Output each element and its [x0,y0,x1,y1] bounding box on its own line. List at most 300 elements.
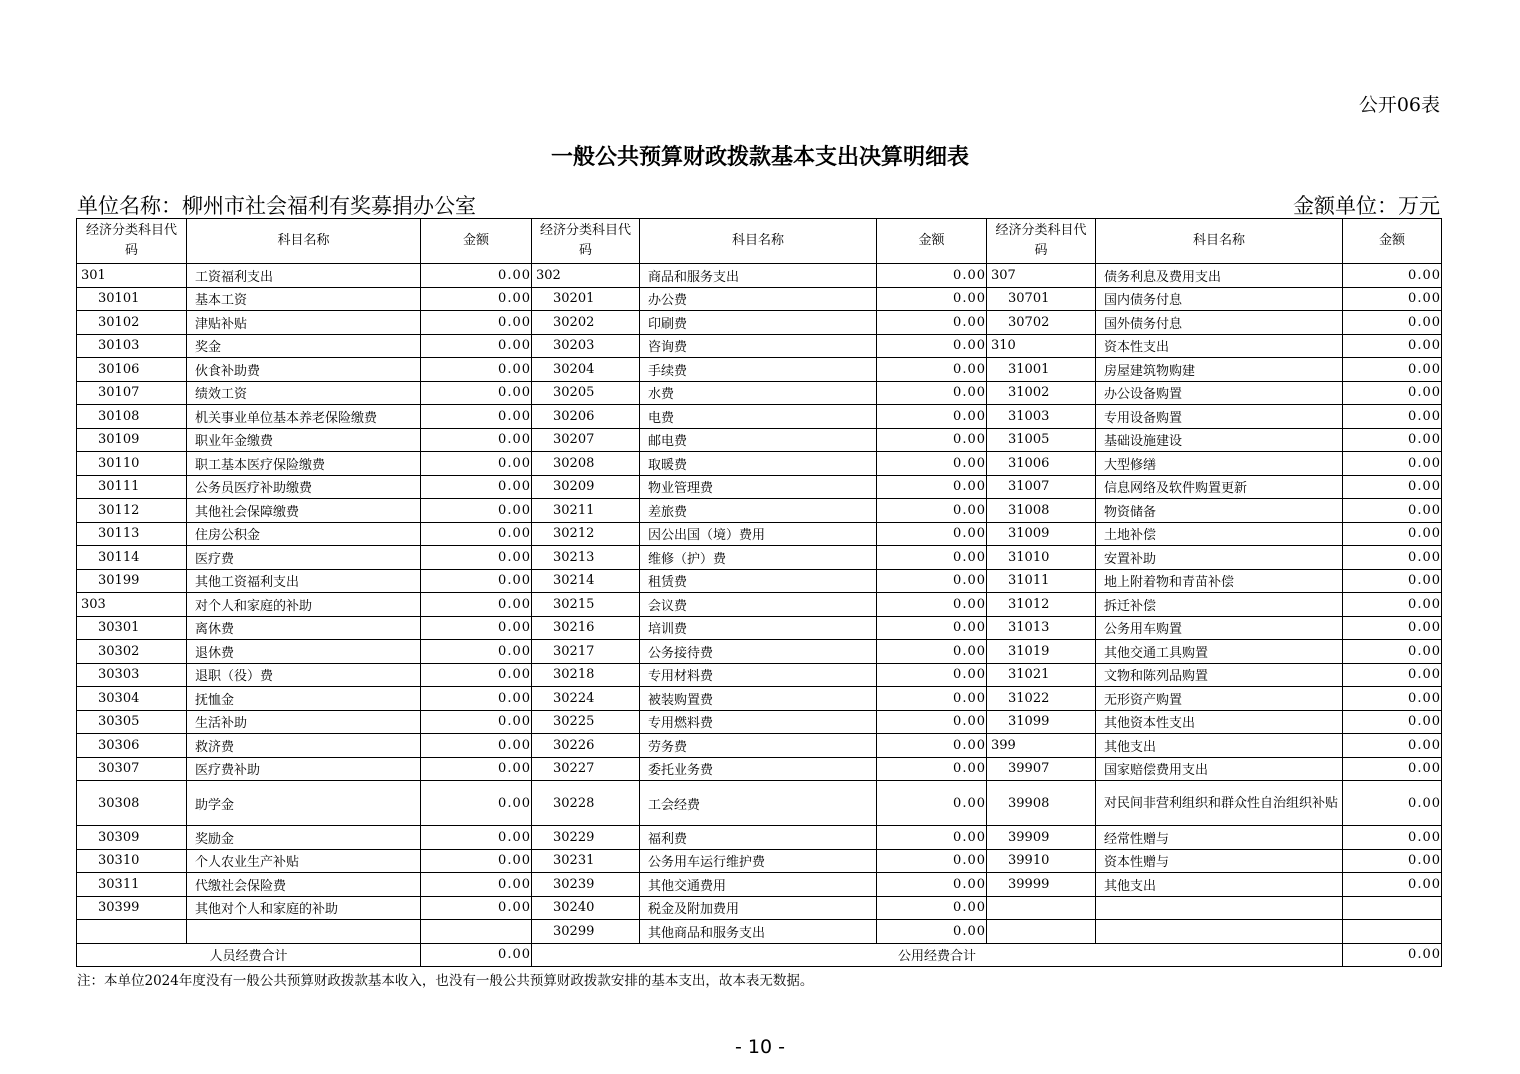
name-cell: 办公费 [640,287,877,311]
name-cell: 水费 [640,381,877,405]
table-row [77,781,1442,826]
name-cell: 商品和服务支出 [640,264,877,288]
name-cell: 专用材料费 [640,663,877,687]
name-cell: 对个人和家庭的补助 [187,593,421,617]
table-row [77,264,1442,288]
public-total-amount: 0.00 [1343,943,1442,967]
name-cell [1096,920,1343,944]
name-cell: 生活补助 [187,710,421,734]
table-row [77,358,1442,382]
name-cell: 税金及附加费用 [640,896,877,920]
code-cell: 30217 [532,640,640,664]
code-cell: 30309 [77,826,187,850]
name-cell: 其他支出 [1096,734,1343,758]
header-code: 经济分类科目代码 [987,219,1096,264]
amount-cell [1343,920,1442,944]
amount-cell: 0.00 [877,896,987,920]
table-row [77,734,1442,758]
amount-cell: 0.00 [421,452,532,476]
amount-cell: 0.00 [421,826,532,850]
name-cell: 地上附着物和青苗补偿 [1096,569,1343,593]
code-cell: 31002 [987,381,1096,405]
amount-cell: 0.00 [877,593,987,617]
code-cell: 30239 [532,873,640,897]
code-cell: 30109 [77,428,187,452]
amount-cell: 0.00 [877,287,987,311]
code-cell: 31010 [987,546,1096,570]
code-cell: 30205 [532,381,640,405]
name-cell: 公务用车运行维护费 [640,849,877,873]
name-cell: 医疗费补助 [187,757,421,781]
name-cell: 经常性赠与 [1096,826,1343,850]
code-cell: 31003 [987,405,1096,429]
code-cell: 39907 [987,757,1096,781]
amount-cell: 0.00 [1343,522,1442,546]
code-cell: 30107 [77,381,187,405]
amount-cell: 0.00 [421,428,532,452]
name-cell: 委托业务费 [640,757,877,781]
amount-cell: 0.00 [1343,334,1442,358]
name-cell: 绩效工资 [187,381,421,405]
name-cell: 文物和陈列品购置 [1096,663,1343,687]
amount-cell: 0.00 [877,757,987,781]
amount-cell: 0.00 [877,358,987,382]
table-row [77,334,1442,358]
name-cell: 其他支出 [1096,873,1343,897]
amount-cell: 0.00 [421,569,532,593]
table-row [77,687,1442,711]
amount-cell: 0.00 [1343,663,1442,687]
amount-cell: 0.00 [877,781,987,826]
amount-unit: 金额单位：万元 [1293,194,1440,218]
amount-cell: 0.00 [1343,569,1442,593]
name-cell: 邮电费 [640,428,877,452]
code-cell: 30701 [987,287,1096,311]
code-cell [987,896,1096,920]
code-cell: 30303 [77,663,187,687]
amount-cell: 0.00 [877,334,987,358]
amount-cell: 0.00 [877,873,987,897]
code-cell: 30311 [77,873,187,897]
table-row [77,287,1442,311]
unit-name: 单位名称：柳州市社会福利有奖募捐办公室 [77,194,476,218]
header-code: 经济分类科目代码 [77,219,187,264]
code-cell: 30103 [77,334,187,358]
name-cell: 代缴社会保险费 [187,873,421,897]
code-cell: 31011 [987,569,1096,593]
name-cell: 工会经费 [640,781,877,826]
amount-cell: 0.00 [877,475,987,499]
table-row [77,849,1442,873]
amount-cell: 0.00 [421,593,532,617]
code-cell: 30310 [77,849,187,873]
code-cell: 30226 [532,734,640,758]
code-cell: 303 [77,593,187,617]
name-cell: 物资储备 [1096,499,1343,523]
name-cell: 住房公积金 [187,522,421,546]
code-cell: 30108 [77,405,187,429]
amount-cell: 0.00 [421,781,532,826]
name-cell: 专用设备购置 [1096,405,1343,429]
name-cell: 因公出国（境）费用 [640,522,877,546]
name-cell: 手续费 [640,358,877,382]
code-cell: 307 [987,264,1096,288]
code-cell: 399 [987,734,1096,758]
code-cell: 30114 [77,546,187,570]
code-cell: 30209 [532,475,640,499]
name-cell: 拆迁补偿 [1096,593,1343,617]
amount-cell: 0.00 [421,546,532,570]
name-cell: 信息网络及软件购置更新 [1096,475,1343,499]
name-cell: 医疗费 [187,546,421,570]
amount-cell: 0.00 [1343,358,1442,382]
table-row [77,569,1442,593]
name-cell: 个人农业生产补贴 [187,849,421,873]
code-cell: 30231 [532,849,640,873]
amount-cell: 0.00 [877,849,987,873]
name-cell: 津贴补贴 [187,311,421,335]
table-row [77,640,1442,664]
header-code: 经济分类科目代码 [532,219,640,264]
amount-cell: 0.00 [421,849,532,873]
name-cell: 其他交通费用 [640,873,877,897]
name-cell: 资本性支出 [1096,334,1343,358]
amount-cell [1343,896,1442,920]
amount-cell: 0.00 [1343,781,1442,826]
name-cell: 印刷费 [640,311,877,335]
code-cell: 30111 [77,475,187,499]
name-cell: 公务员医疗补助缴费 [187,475,421,499]
name-cell: 会议费 [640,593,877,617]
amount-cell: 0.00 [1343,311,1442,335]
name-cell: 国外债务付息 [1096,311,1343,335]
code-cell: 30304 [77,687,187,711]
public-total-label: 公用经费合计 [532,943,1343,967]
amount-cell: 0.00 [421,264,532,288]
code-cell: 30208 [532,452,640,476]
amount-cell: 0.00 [877,264,987,288]
code-cell: 30203 [532,334,640,358]
amount-cell: 0.00 [877,663,987,687]
name-cell: 对民间非营利组织和群众性自治组织补贴 [1096,781,1343,826]
name-cell: 助学金 [187,781,421,826]
code-cell: 30110 [77,452,187,476]
header-name: 科目名称 [1096,219,1343,264]
code-cell: 31022 [987,687,1096,711]
page-number: - 10 - [735,1036,785,1058]
name-cell: 大型修缮 [1096,452,1343,476]
code-cell: 30101 [77,287,187,311]
code-cell: 30306 [77,734,187,758]
amount-cell: 0.00 [421,405,532,429]
code-cell: 30213 [532,546,640,570]
code-cell: 31007 [987,475,1096,499]
amount-cell: 0.00 [1343,616,1442,640]
name-cell: 工资福利支出 [187,264,421,288]
table-row [77,710,1442,734]
amount-cell: 0.00 [1343,849,1442,873]
table-row [77,405,1442,429]
amount-cell: 0.00 [1343,428,1442,452]
code-cell: 302 [532,264,640,288]
name-cell: 培训费 [640,616,877,640]
name-cell: 差旅费 [640,499,877,523]
amount-cell: 0.00 [421,499,532,523]
header-amount: 金额 [421,219,532,264]
form-id: 公开06表 [1358,94,1440,116]
code-cell: 310 [987,334,1096,358]
code-cell: 30211 [532,499,640,523]
code-cell: 30301 [77,616,187,640]
amount-cell: 0.00 [877,499,987,523]
name-cell: 基本工资 [187,287,421,311]
amount-cell: 0.00 [877,826,987,850]
amount-cell: 0.00 [877,381,987,405]
name-cell: 其他工资福利支出 [187,569,421,593]
table-row [77,873,1442,897]
code-cell: 30214 [532,569,640,593]
header-amount: 金额 [1343,219,1442,264]
code-cell: 30212 [532,522,640,546]
name-cell: 公务接待费 [640,640,877,664]
code-cell: 301 [77,264,187,288]
name-cell: 抚恤金 [187,687,421,711]
amount-cell: 0.00 [421,334,532,358]
code-cell: 30204 [532,358,640,382]
table-row [77,381,1442,405]
code-cell: 30240 [532,896,640,920]
code-cell: 31008 [987,499,1096,523]
code-cell: 31001 [987,358,1096,382]
code-cell: 30218 [532,663,640,687]
amount-cell: 0.00 [877,311,987,335]
amount-cell: 0.00 [1343,873,1442,897]
amount-cell: 0.00 [1343,757,1442,781]
code-cell: 31013 [987,616,1096,640]
table-row [77,475,1442,499]
header-row [77,219,1442,264]
name-cell: 其他社会保障缴费 [187,499,421,523]
header-name: 科目名称 [640,219,877,264]
amount-cell: 0.00 [877,616,987,640]
name-cell: 其他资本性支出 [1096,710,1343,734]
table-row [77,920,1442,944]
code-cell: 30305 [77,710,187,734]
table-row [77,499,1442,523]
name-cell: 物业管理费 [640,475,877,499]
code-cell: 30199 [77,569,187,593]
personnel-total-amount: 0.00 [421,943,532,967]
code-cell: 30102 [77,311,187,335]
amount-cell: 0.00 [877,687,987,711]
amount-cell: 0.00 [421,616,532,640]
name-cell: 债务利息及费用支出 [1096,264,1343,288]
name-cell: 福利费 [640,826,877,850]
name-cell: 土地补偿 [1096,522,1343,546]
amount-cell: 0.00 [421,663,532,687]
amount-cell: 0.00 [1343,452,1442,476]
amount-cell: 0.00 [877,710,987,734]
amount-cell: 0.00 [421,311,532,335]
code-cell: 30206 [532,405,640,429]
amount-cell: 0.00 [1343,546,1442,570]
code-cell [987,920,1096,944]
code-cell: 30224 [532,687,640,711]
code-cell: 31005 [987,428,1096,452]
amount-cell: 0.00 [421,710,532,734]
amount-cell [421,920,532,944]
table-row [77,311,1442,335]
header-amount: 金额 [877,219,987,264]
name-cell: 电费 [640,405,877,429]
amount-cell: 0.00 [421,287,532,311]
amount-cell: 0.00 [1343,687,1442,711]
amount-cell: 0.00 [1343,264,1442,288]
amount-cell: 0.00 [877,569,987,593]
table-row [77,593,1442,617]
code-cell: 30225 [532,710,640,734]
amount-cell: 0.00 [421,896,532,920]
name-cell: 咨询费 [640,334,877,358]
amount-cell: 0.00 [1343,734,1442,758]
amount-cell: 0.00 [877,546,987,570]
code-cell [77,920,187,944]
code-cell: 30207 [532,428,640,452]
header-name: 科目名称 [187,219,421,264]
code-cell: 30113 [77,522,187,546]
amount-cell: 0.00 [1343,287,1442,311]
name-cell: 奖励金 [187,826,421,850]
name-cell: 奖金 [187,334,421,358]
code-cell: 30299 [532,920,640,944]
amount-cell: 0.00 [877,452,987,476]
code-cell: 30302 [77,640,187,664]
name-cell: 伙食补助费 [187,358,421,382]
footnote: 注：本单位2024年度没有一般公共预算财政拨款基本收入，也没有一般公共预算财政拨款安排的基本支出，故本表无数据。 [77,973,814,989]
code-cell: 30106 [77,358,187,382]
amount-cell: 0.00 [877,640,987,664]
code-cell: 30112 [77,499,187,523]
code-cell: 39910 [987,849,1096,873]
code-cell: 30215 [532,593,640,617]
name-cell: 国内债务付息 [1096,287,1343,311]
name-cell: 劳务费 [640,734,877,758]
amount-cell: 0.00 [877,920,987,944]
name-cell: 机关事业单位基本养老保险缴费 [187,405,421,429]
amount-cell: 0.00 [1343,499,1442,523]
page-title: 一般公共预算财政拨款基本支出决算明细表 [550,144,969,170]
code-cell: 31012 [987,593,1096,617]
code-cell: 31009 [987,522,1096,546]
table-row [77,546,1442,570]
name-cell [1096,896,1343,920]
code-cell: 30399 [77,896,187,920]
amount-cell: 0.00 [877,428,987,452]
code-cell: 30202 [532,311,640,335]
name-cell: 资本性赠与 [1096,849,1343,873]
name-cell: 其他交通工具购置 [1096,640,1343,664]
amount-cell: 0.00 [421,757,532,781]
code-cell: 39999 [987,873,1096,897]
amount-cell: 0.00 [421,640,532,664]
name-cell: 取暖费 [640,452,877,476]
amount-cell: 0.00 [1343,475,1442,499]
table-row [77,757,1442,781]
name-cell: 其他商品和服务支出 [640,920,877,944]
name-cell: 退休费 [187,640,421,664]
name-cell: 被装购置费 [640,687,877,711]
amount-cell: 0.00 [421,475,532,499]
totals-row [77,943,1442,967]
code-cell: 31006 [987,452,1096,476]
table-row [77,522,1442,546]
amount-cell: 0.00 [1343,826,1442,850]
code-cell: 30307 [77,757,187,781]
amount-cell: 0.00 [421,358,532,382]
code-cell: 30228 [532,781,640,826]
amount-cell: 0.00 [1343,710,1442,734]
amount-cell: 0.00 [421,687,532,711]
amount-cell: 0.00 [421,734,532,758]
table-row [77,428,1442,452]
personnel-total-label: 人员经费合计 [77,943,421,967]
table-row [77,826,1442,850]
name-cell: 离休费 [187,616,421,640]
table-row [77,616,1442,640]
amount-cell: 0.00 [877,405,987,429]
name-cell [187,920,421,944]
code-cell: 39908 [987,781,1096,826]
name-cell: 安置补助 [1096,546,1343,570]
code-cell: 30216 [532,616,640,640]
amount-cell: 0.00 [877,522,987,546]
amount-cell: 0.00 [1343,593,1442,617]
amount-cell: 0.00 [421,381,532,405]
code-cell: 30229 [532,826,640,850]
name-cell: 退职（役）费 [187,663,421,687]
name-cell: 维修（护）费 [640,546,877,570]
amount-cell: 0.00 [421,873,532,897]
amount-cell: 0.00 [1343,405,1442,429]
code-cell: 30227 [532,757,640,781]
table-row [77,452,1442,476]
table-row [77,663,1442,687]
code-cell: 30308 [77,781,187,826]
name-cell: 国家赔偿费用支出 [1096,757,1343,781]
name-cell: 公务用车购置 [1096,616,1343,640]
expenditure-table [76,218,1442,967]
name-cell: 职工基本医疗保险缴费 [187,452,421,476]
name-cell: 租赁费 [640,569,877,593]
code-cell: 31099 [987,710,1096,734]
name-cell: 救济费 [187,734,421,758]
name-cell: 其他对个人和家庭的补助 [187,896,421,920]
table-row [77,896,1442,920]
name-cell: 职业年金缴费 [187,428,421,452]
amount-cell: 0.00 [1343,640,1442,664]
name-cell: 无形资产购置 [1096,687,1343,711]
code-cell: 31021 [987,663,1096,687]
code-cell: 30201 [532,287,640,311]
name-cell: 基础设施建设 [1096,428,1343,452]
amount-cell: 0.00 [421,522,532,546]
name-cell: 办公设备购置 [1096,381,1343,405]
name-cell: 房屋建筑物购建 [1096,358,1343,382]
code-cell: 31019 [987,640,1096,664]
code-cell: 39909 [987,826,1096,850]
amount-cell: 0.00 [877,734,987,758]
code-cell: 30702 [987,311,1096,335]
